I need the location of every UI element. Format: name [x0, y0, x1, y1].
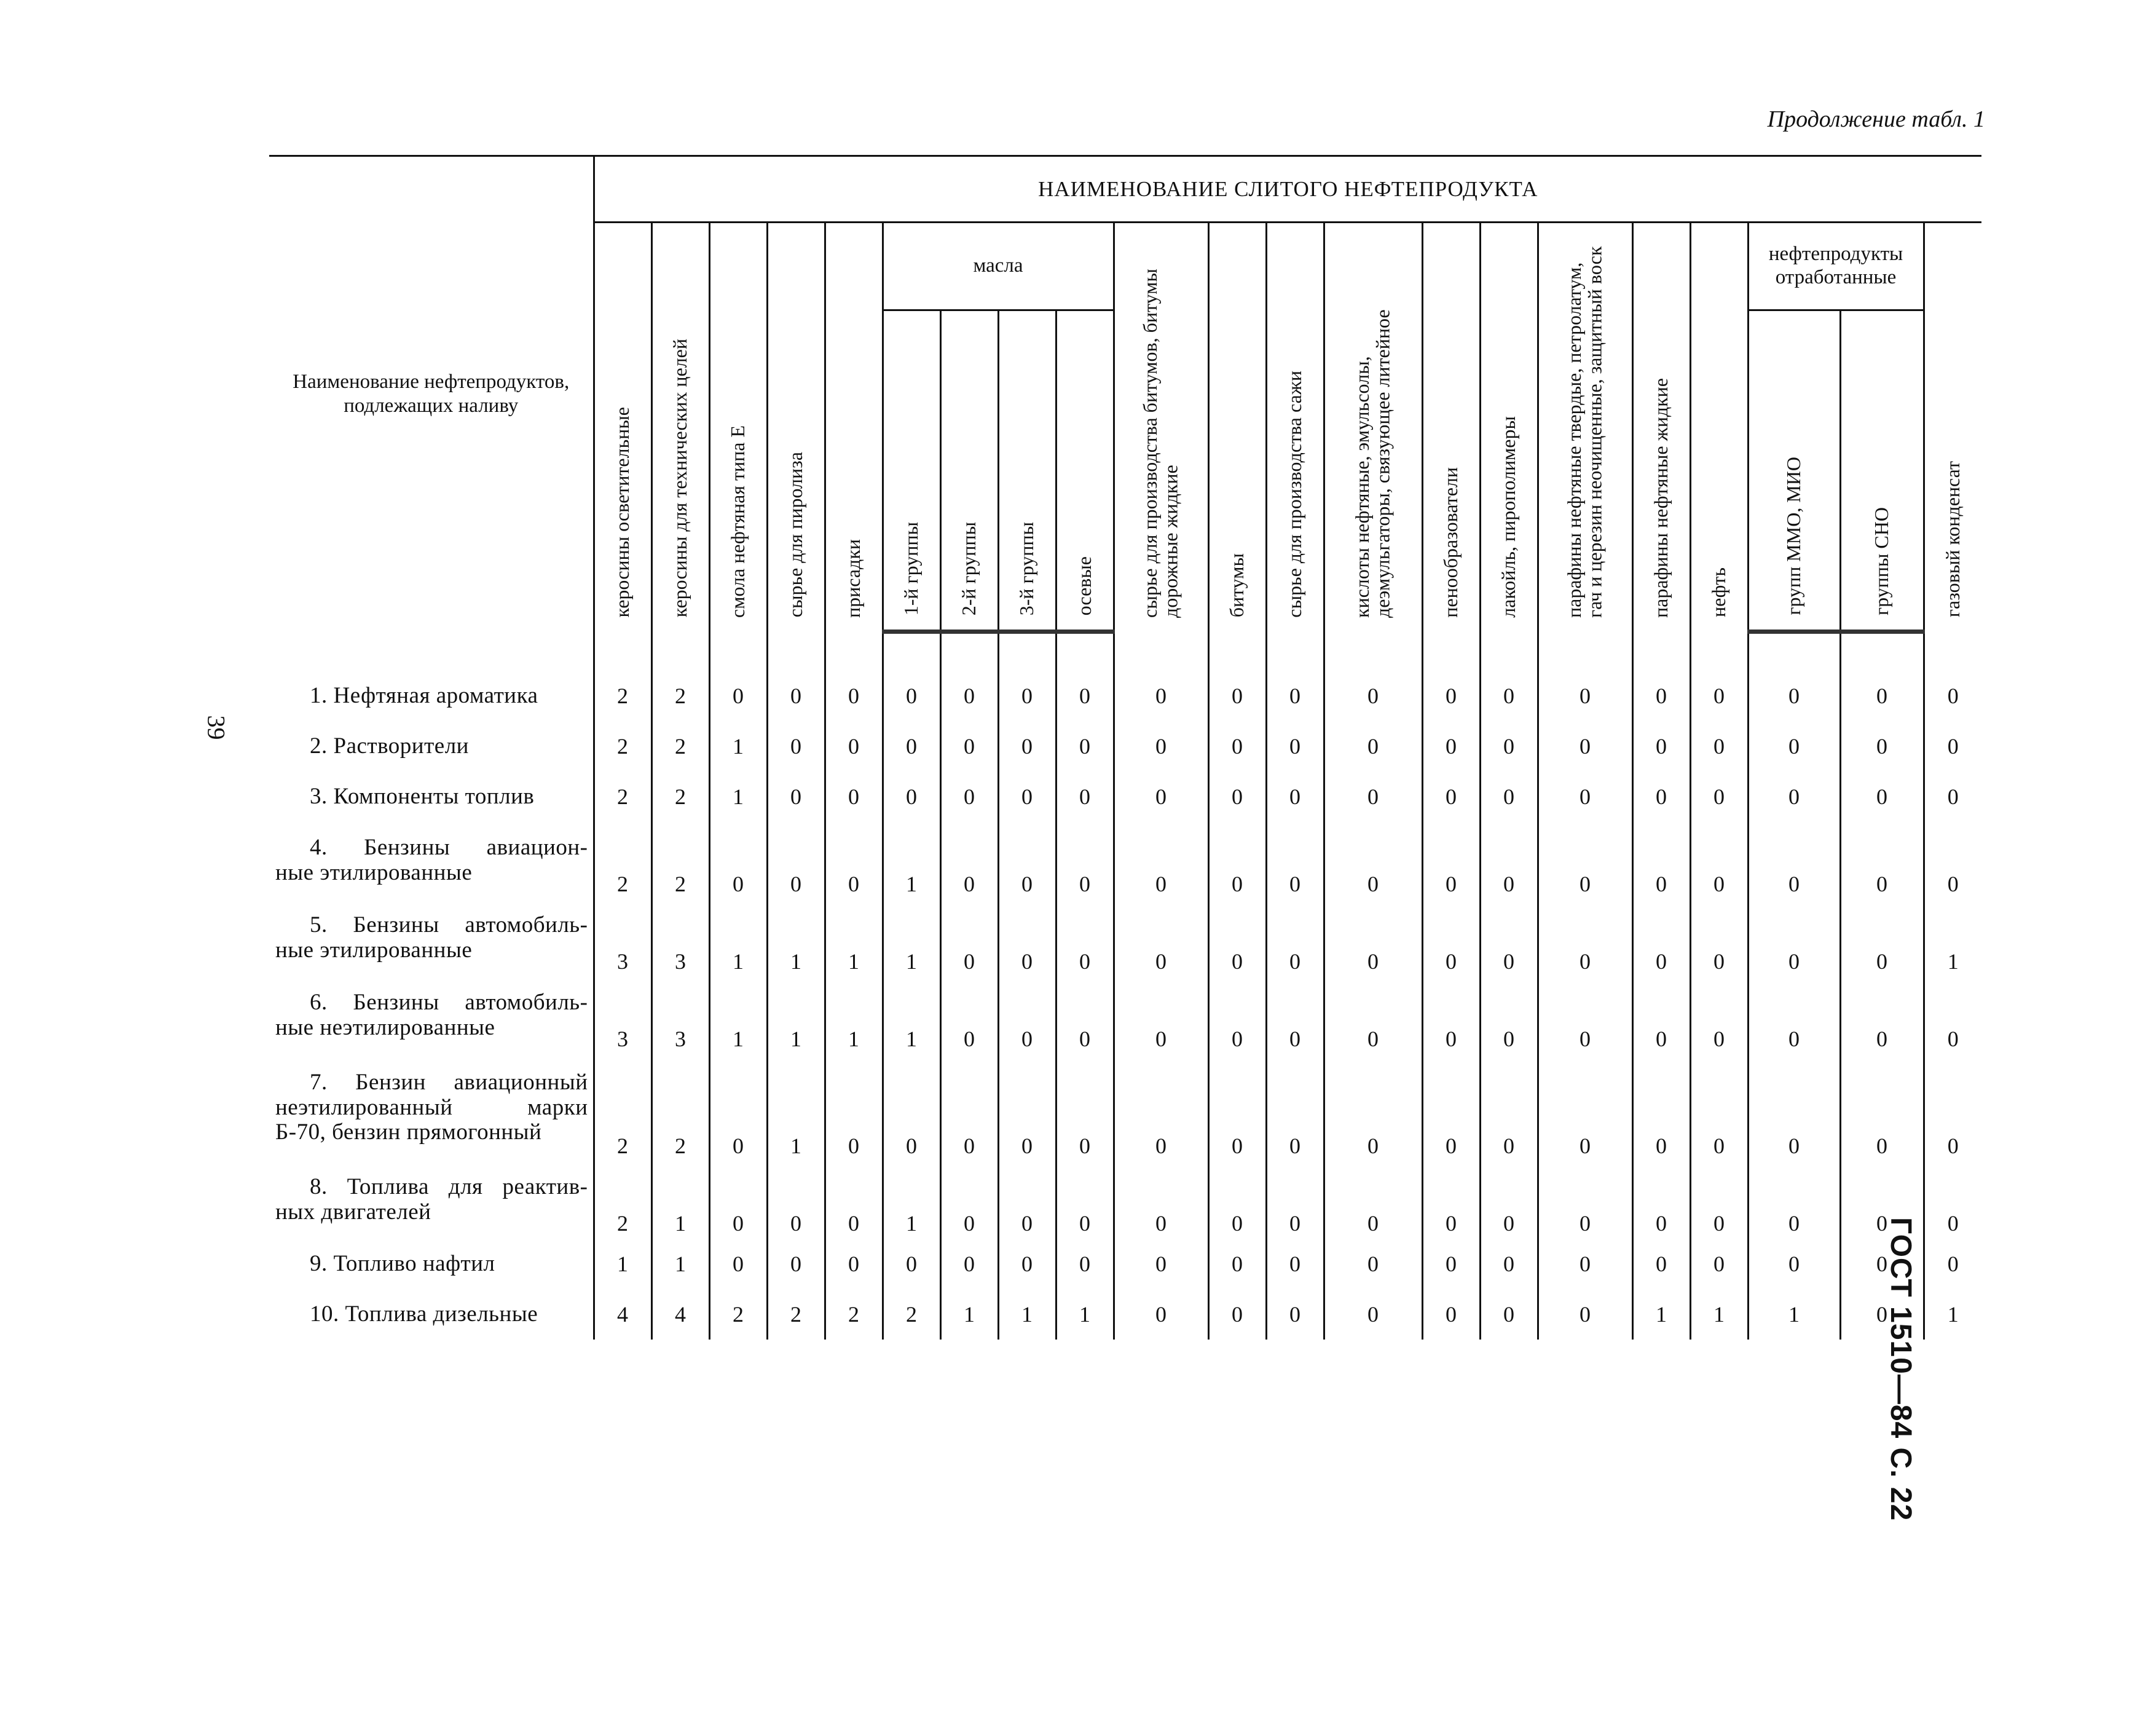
cell-value: 0 — [767, 772, 825, 822]
cell-value: 0 — [1632, 671, 1690, 721]
cell-value: 0 — [1748, 1239, 1840, 1289]
cell-value: 0 — [998, 671, 1056, 721]
cell-value: 0 — [940, 1239, 998, 1289]
cell-value: 0 — [1480, 671, 1538, 721]
cell-value: 0 — [1840, 772, 1924, 822]
cell-value: 0 — [1480, 822, 1538, 899]
col-header-12: сырье для производства сажи — [1266, 223, 1324, 632]
table-row — [269, 772, 1981, 822]
cell-value: 2 — [594, 1054, 651, 1161]
cell-value: 0 — [998, 1161, 1056, 1239]
cell-value: 0 — [1208, 1289, 1266, 1340]
cell-value: 2 — [883, 1289, 940, 1340]
cell-value: 0 — [1538, 1239, 1632, 1289]
col-header-3: смола нефтяная типа Е — [709, 223, 767, 632]
table-row — [269, 977, 1981, 1054]
cell-value: 0 — [1422, 1054, 1480, 1161]
cell-value: 0 — [1114, 671, 1208, 721]
cell-value: 1 — [709, 899, 767, 977]
cell-value: 0 — [1480, 899, 1538, 977]
cell-value: 1 — [709, 772, 767, 822]
cell-value: 0 — [1924, 721, 1981, 772]
cell-value: 0 — [1538, 721, 1632, 772]
cell-value: 0 — [883, 1239, 940, 1289]
table-row — [269, 1161, 1981, 1239]
cell-value: 0 — [1632, 822, 1690, 899]
cell-value: 0 — [1422, 671, 1480, 721]
cell-value: 0 — [1924, 1239, 1981, 1289]
cell-value: 1 — [1748, 1289, 1840, 1340]
cell-value: 0 — [1056, 1161, 1114, 1239]
cell-value: 0 — [1422, 977, 1480, 1054]
cell-value: 2 — [651, 1054, 709, 1161]
cell-value: 1 — [651, 1161, 709, 1239]
col-header-11: битумы — [1208, 223, 1266, 632]
cell-value: 0 — [825, 1239, 883, 1289]
cell-value: 0 — [1208, 1054, 1266, 1161]
cell-value: 1 — [940, 1289, 998, 1340]
cell-value: 0 — [709, 1054, 767, 1161]
cell-value: 1 — [883, 822, 940, 899]
cell-value: 0 — [1480, 1054, 1538, 1161]
row-name: 4. Бензины авиацион- ные этилированные — [275, 835, 588, 885]
document-code: ГОСТ 1510—84 С. 22 — [1884, 1217, 1917, 1522]
cell-value: 0 — [1324, 671, 1422, 721]
cell-value: 0 — [883, 671, 940, 721]
cell-value: 0 — [1422, 1239, 1480, 1289]
cell-value: 0 — [998, 899, 1056, 977]
cell-value: 0 — [1266, 671, 1324, 721]
cell-value: 0 — [998, 977, 1056, 1054]
cell-value: 0 — [1114, 977, 1208, 1054]
col-header-4: сырье для пиролиза — [767, 223, 825, 632]
cell-value: 0 — [1480, 1289, 1538, 1340]
group-header-label: НАИМЕНОВАНИЕ СЛИТОГО НЕФТЕПРОДУКТА — [1038, 176, 1538, 201]
cell-value: 0 — [998, 1239, 1056, 1289]
cell-value: 1 — [825, 899, 883, 977]
cell-value: 0 — [1114, 772, 1208, 822]
cell-value: 0 — [1056, 822, 1114, 899]
cell-value: 1 — [709, 721, 767, 772]
cell-value: 0 — [940, 822, 998, 899]
cell-value: 0 — [1480, 721, 1538, 772]
table-body — [269, 632, 1981, 1340]
row-name: 5. Бензины автомобиль- ные этилированные — [275, 912, 588, 963]
table-row — [269, 899, 1981, 977]
cell-value: 0 — [1324, 721, 1422, 772]
cell-value: 0 — [1748, 721, 1840, 772]
cell-value: 0 — [1840, 1054, 1924, 1161]
table-row — [269, 1289, 1981, 1340]
cell-value: 0 — [1690, 1239, 1748, 1289]
col-header-18: нефть — [1690, 223, 1748, 632]
cell-value: 0 — [1266, 1289, 1324, 1340]
cell-value: 0 — [940, 899, 998, 977]
cell-value: 0 — [1324, 772, 1422, 822]
cell-value: 0 — [940, 1054, 998, 1161]
cell-value: 1 — [767, 977, 825, 1054]
cell-value: 0 — [1324, 977, 1422, 1054]
cell-value: 0 — [1056, 772, 1114, 822]
cell-value: 0 — [1924, 772, 1981, 822]
cell-value: 0 — [1422, 1289, 1480, 1340]
cell-value: 0 — [1690, 772, 1748, 822]
cell-value: 0 — [1538, 1054, 1632, 1161]
cell-value: 0 — [1324, 899, 1422, 977]
row-name: 7. Бензин авиационный неэтилированный марки Б-70, бензин прямогонный — [275, 1069, 588, 1145]
cell-value: 0 — [1924, 671, 1981, 721]
cell-value: 0 — [1114, 899, 1208, 977]
cell-value: 0 — [940, 1161, 998, 1239]
used-products-group-header: нефтепродукты отработанные — [1748, 223, 1924, 310]
cell-value: 1 — [1632, 1289, 1690, 1340]
row-name: 2. Растворители — [310, 733, 469, 759]
cell-value: 1 — [998, 1289, 1056, 1340]
col-header-17: парафины нефтяные жидкие — [1632, 223, 1690, 632]
cell-value: 0 — [1422, 721, 1480, 772]
cell-value: 0 — [1056, 721, 1114, 772]
cell-value: 1 — [767, 899, 825, 977]
cell-value: 0 — [1266, 1161, 1324, 1239]
cell-value: 0 — [1538, 772, 1632, 822]
cell-value: 0 — [1632, 899, 1690, 977]
cell-value: 0 — [1924, 1054, 1981, 1161]
cell-value: 0 — [1056, 899, 1114, 977]
cell-value: 0 — [1840, 899, 1924, 977]
cell-value: 0 — [1690, 1054, 1748, 1161]
cell-value: 0 — [1114, 1289, 1208, 1340]
cell-value: 0 — [825, 1161, 883, 1239]
cell-value: 2 — [594, 721, 651, 772]
table-row — [269, 822, 1981, 899]
cell-value: 0 — [1208, 671, 1266, 721]
cell-value: 0 — [998, 772, 1056, 822]
cell-value: 2 — [594, 1161, 651, 1239]
col-header-21: газовый конденсат — [1924, 223, 1981, 632]
cell-value: 0 — [1748, 1161, 1840, 1239]
cell-value: 0 — [709, 1161, 767, 1239]
cell-value: 0 — [1324, 822, 1422, 899]
cell-value: 0 — [1324, 1161, 1422, 1239]
cell-value: 0 — [1208, 772, 1266, 822]
cell-value: 0 — [1266, 772, 1324, 822]
cell-value: 0 — [1538, 822, 1632, 899]
cell-value: 0 — [1266, 1239, 1324, 1289]
cell-value: 0 — [1924, 1161, 1981, 1239]
col-header-9: осевые — [1056, 310, 1114, 632]
cell-value: 0 — [1748, 671, 1840, 721]
col-header-20: группы СНО — [1840, 310, 1924, 632]
cell-value: 1 — [709, 977, 767, 1054]
cell-value: 0 — [1056, 977, 1114, 1054]
cell-value: 0 — [940, 671, 998, 721]
cell-value: 1 — [883, 899, 940, 977]
cell-value: 0 — [709, 671, 767, 721]
cell-value: 0 — [767, 671, 825, 721]
cell-value: 0 — [709, 822, 767, 899]
cell-value: 0 — [1208, 721, 1266, 772]
cell-value: 0 — [1690, 822, 1748, 899]
cell-value: 0 — [1422, 772, 1480, 822]
cell-value: 0 — [1840, 977, 1924, 1054]
cell-value: 2 — [594, 772, 651, 822]
cell-value: 2 — [825, 1289, 883, 1340]
cell-value: 3 — [651, 899, 709, 977]
cell-value: 2 — [767, 1289, 825, 1340]
cell-value: 1 — [1690, 1289, 1748, 1340]
cell-value: 0 — [1114, 1161, 1208, 1239]
cell-value: 2 — [651, 772, 709, 822]
cell-value: 3 — [594, 977, 651, 1054]
col-header-14: пенообразователи — [1422, 223, 1480, 632]
row-name: 3. Компоненты топлив — [310, 783, 535, 809]
cell-value: 0 — [998, 721, 1056, 772]
cell-value: 0 — [883, 721, 940, 772]
group-header — [594, 156, 1981, 223]
col-header-15: лакойль, пирополимеры — [1480, 223, 1538, 632]
cell-value: 0 — [1690, 899, 1748, 977]
col-header-1: керосины осветительные — [594, 223, 651, 632]
col-header-16: парафины нефтяные твердые, петролатум, гач и церезин неочищенные, защитный воск — [1538, 223, 1632, 632]
cell-value: 0 — [1840, 1289, 1924, 1340]
cell-value: 1 — [883, 977, 940, 1054]
cell-value: 0 — [1840, 1239, 1924, 1289]
cell-value: 2 — [594, 671, 651, 721]
cell-value: 0 — [825, 671, 883, 721]
row-name: 10. Топлива дизельные — [310, 1301, 538, 1327]
cell-value: 0 — [1632, 721, 1690, 772]
cell-value: 0 — [767, 1161, 825, 1239]
cell-value: 0 — [1208, 977, 1266, 1054]
cell-value: 1 — [825, 977, 883, 1054]
table-row — [269, 1054, 1981, 1161]
cell-value: 0 — [1840, 671, 1924, 721]
row-name: 6. Бензины автомобиль- ные неэтилированные — [275, 990, 588, 1040]
cell-value: 0 — [1422, 1161, 1480, 1239]
row-name: 1. Нефтяная ароматика — [310, 682, 538, 708]
cell-value: 0 — [825, 772, 883, 822]
col-header-6: 1-й группы — [883, 310, 940, 632]
cell-value: 1 — [1924, 1289, 1981, 1340]
cell-value: 0 — [1748, 977, 1840, 1054]
cell-value: 0 — [1266, 822, 1324, 899]
cell-value: 0 — [1690, 1161, 1748, 1239]
col-header-13: кислоты нефтяные, эмульсолы, деэмульгаторы, связующее литейное — [1324, 223, 1422, 632]
cell-value: 0 — [1114, 1239, 1208, 1289]
cell-value: 2 — [709, 1289, 767, 1340]
cell-value: 0 — [1924, 977, 1981, 1054]
cell-value: 0 — [1324, 1289, 1422, 1340]
cell-value: 3 — [594, 899, 651, 977]
row-header-cell — [269, 156, 594, 632]
cell-value: 2 — [651, 671, 709, 721]
cell-value: 0 — [1208, 1161, 1266, 1239]
cell-value: 0 — [998, 1054, 1056, 1161]
cell-value: 0 — [883, 772, 940, 822]
cell-value: 0 — [1690, 977, 1748, 1054]
cell-value: 0 — [767, 721, 825, 772]
cell-value: 0 — [1538, 1161, 1632, 1239]
cell-value: 0 — [1114, 721, 1208, 772]
cell-value: 0 — [1480, 1239, 1538, 1289]
row-header-label: Наименование нефтепродуктов, подлежащих наливу — [293, 370, 570, 417]
cell-value: 1 — [883, 1161, 940, 1239]
cell-value: 0 — [1324, 1239, 1422, 1289]
cell-value: 0 — [1056, 671, 1114, 721]
cell-value: 0 — [1690, 721, 1748, 772]
col-header-8: 3-й группы — [998, 310, 1056, 632]
cell-value: 0 — [1748, 822, 1840, 899]
cell-value: 0 — [1266, 721, 1324, 772]
cell-value: 0 — [1056, 1054, 1114, 1161]
cell-value: 0 — [1480, 772, 1538, 822]
cell-value: 0 — [1114, 822, 1208, 899]
cell-value: 0 — [940, 772, 998, 822]
oils-group-header: масла — [883, 223, 1114, 310]
cell-value: 0 — [1748, 1054, 1840, 1161]
cell-value: 1 — [1924, 899, 1981, 977]
cell-value: 0 — [825, 1054, 883, 1161]
cell-value: 1 — [594, 1239, 651, 1289]
cell-value: 3 — [651, 977, 709, 1054]
cell-value: 0 — [1538, 671, 1632, 721]
col-header-5: присадки — [825, 223, 883, 632]
cell-value: 0 — [1632, 1239, 1690, 1289]
cell-value: 0 — [1208, 822, 1266, 899]
table-row — [269, 671, 1981, 721]
table-continuation-caption: Продолжение табл. 1 — [1767, 106, 1985, 132]
cell-value: 0 — [1840, 822, 1924, 899]
cell-value: 0 — [1266, 977, 1324, 1054]
cell-value: 0 — [1632, 1054, 1690, 1161]
cell-value: 0 — [998, 822, 1056, 899]
cell-value: 0 — [940, 721, 998, 772]
cell-value: 0 — [1632, 772, 1690, 822]
cell-value: 0 — [1422, 899, 1480, 977]
table-row — [269, 1239, 1981, 1289]
cell-value: 0 — [1748, 772, 1840, 822]
cell-value: 4 — [594, 1289, 651, 1340]
cell-value: 0 — [1840, 721, 1924, 772]
cell-value: 0 — [1208, 899, 1266, 977]
cell-value: 0 — [1538, 899, 1632, 977]
row-name: 9. Топливо нафтил — [310, 1250, 495, 1276]
table-row — [269, 721, 1981, 772]
cell-value: 2 — [651, 721, 709, 772]
cell-value: 4 — [651, 1289, 709, 1340]
col-header-19: групп ММО, МИО — [1748, 310, 1840, 632]
cell-value: 0 — [767, 822, 825, 899]
cell-value: 2 — [651, 822, 709, 899]
cell-value: 0 — [1632, 977, 1690, 1054]
cell-value: 0 — [1748, 899, 1840, 977]
cell-value: 0 — [1208, 1239, 1266, 1289]
cell-value: 0 — [1840, 1161, 1924, 1239]
compatibility-table — [269, 155, 1981, 1340]
cell-value: 0 — [709, 1239, 767, 1289]
cell-value: 0 — [767, 1239, 825, 1289]
cell-value: 0 — [1538, 977, 1632, 1054]
cell-value: 0 — [1266, 899, 1324, 977]
cell-value: 0 — [1480, 977, 1538, 1054]
row-name: 8. Топлива для реактив- ных двигателей — [275, 1174, 588, 1225]
cell-value: 0 — [1924, 822, 1981, 899]
cell-value: 0 — [1422, 822, 1480, 899]
cell-value: 0 — [940, 977, 998, 1054]
cell-value: 0 — [825, 721, 883, 772]
cell-value: 2 — [594, 822, 651, 899]
cell-value: 1 — [767, 1054, 825, 1161]
col-header-10: сырье для производства битумов, битумы дорожные жидкие — [1114, 223, 1208, 632]
cell-value: 0 — [1632, 1161, 1690, 1239]
col-header-2: керосины для технических целей — [651, 223, 709, 632]
cell-value: 0 — [1324, 1054, 1422, 1161]
cell-value: 0 — [883, 1054, 940, 1161]
cell-value: 0 — [825, 822, 883, 899]
page-number: 39 — [202, 715, 230, 740]
cell-value: 0 — [1538, 1289, 1632, 1340]
cell-value: 1 — [1056, 1289, 1114, 1340]
cell-value: 0 — [1056, 1239, 1114, 1289]
cell-value: 0 — [1114, 1054, 1208, 1161]
cell-value: 1 — [651, 1239, 709, 1289]
cell-value: 0 — [1480, 1161, 1538, 1239]
col-header-7: 2-й группы — [940, 310, 998, 632]
cell-value: 0 — [1690, 671, 1748, 721]
cell-value: 0 — [1266, 1054, 1324, 1161]
